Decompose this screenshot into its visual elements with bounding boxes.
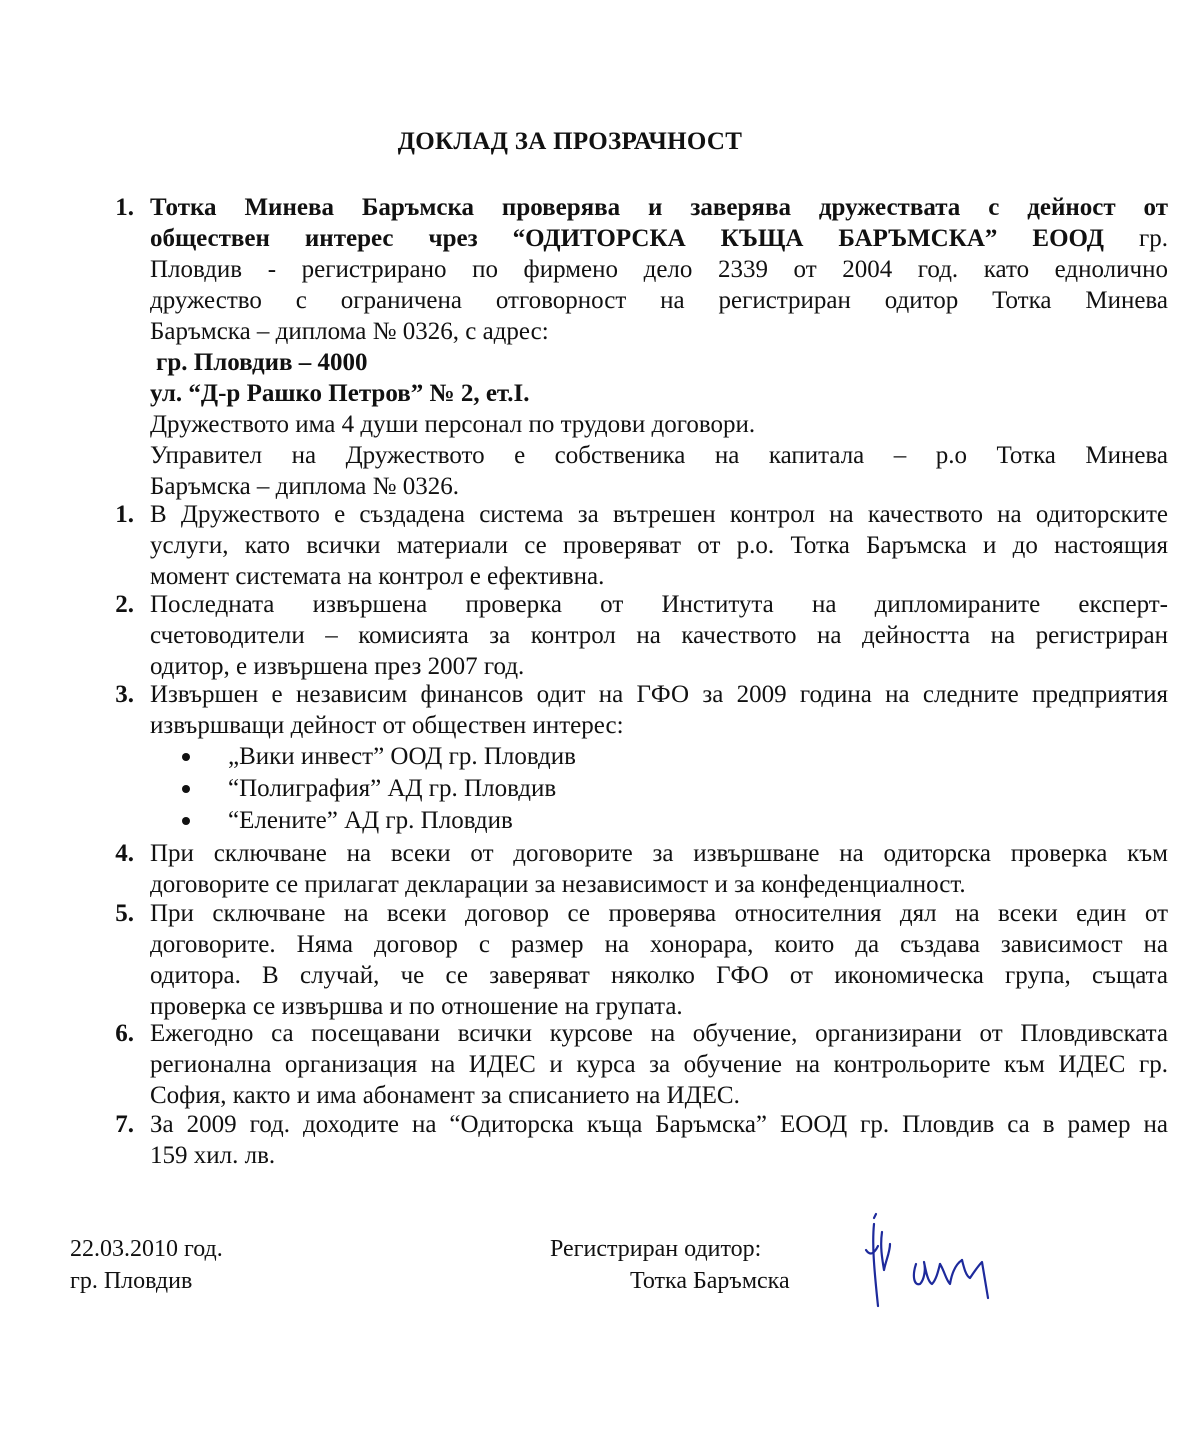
- item-line: Ежегодно са посещавани всички курсове на обучение, организирани от Пловдивската: [150, 1020, 1168, 1047]
- bullet-icon: [182, 785, 190, 793]
- item-line: услуги, като всички материали се проверяват от р.о. Тотка Баръмска и до настоящия: [150, 532, 1168, 559]
- manager-line: Управител на Дружеството е собственика на капитала – р.о Тотка Минева: [150, 442, 1168, 469]
- intro-bold-line-2: [150, 223, 1168, 254]
- item-line: Извършен е независим финансов одит на ГФО за 2009 година на следните предприятия: [150, 681, 1168, 708]
- item-line: При сключване на всеки договор се проверява относителния дял на всеки един от: [150, 900, 1168, 927]
- list-item: [108, 1018, 1168, 1111]
- item-line: одитор, е извършена през 2007 год.: [150, 653, 525, 680]
- document-title: ДОКЛАД ЗА ПРОЗРАЧНОСТ: [397, 128, 743, 155]
- list-item: [108, 679, 1168, 741]
- intro-item: [108, 192, 1168, 502]
- report-date: 22.03.2010 год.: [70, 1236, 223, 1262]
- list-item: [108, 838, 1168, 900]
- item-number: 5.: [115, 900, 134, 927]
- list-item: [108, 1109, 1168, 1171]
- item-line: 159 хил. лв.: [150, 1142, 276, 1169]
- bullet-text: “Полиграфия” АД гр. Пловдив: [228, 775, 557, 802]
- address-city: гр. Пловдив – 4000: [156, 349, 368, 376]
- intro-text-line: Баръмска – диплома № 0326, с адрес:: [150, 318, 549, 345]
- item-line: При сключване на всеки от договорите за извършване на одиторска проверка към: [150, 840, 1168, 867]
- intro-bold-line: Тотка Минева Баръмска проверява и заверява дружествата с дейност от: [150, 194, 1168, 221]
- bullet-text: “Елените” АД гр. Пловдив: [228, 807, 513, 834]
- item-number: 2.: [115, 591, 134, 618]
- item-number: 7.: [115, 1111, 134, 1138]
- bullet-text: „Вики инвест” ООД гр. Пловдив: [228, 743, 576, 770]
- item-line: София, както и има абонамент за списанието на ИДЕС.: [150, 1082, 740, 1109]
- item-line: момент системата на контрол е ефективна.: [150, 563, 605, 590]
- item-line: договорите се прилагат декларации за независимост и за конфеденциалност.: [150, 871, 966, 898]
- item-number: 1.: [115, 501, 134, 528]
- address-street: ул. “Д-р Рашко Петров” № 2, ет.I.: [150, 380, 530, 407]
- item-number: 3.: [115, 681, 134, 708]
- signer-name: Тотка Баръмска: [630, 1268, 790, 1294]
- item-line: проверка се извършва и по отношение на групата.: [150, 993, 683, 1020]
- item-line: извършващи дейност от обществен интерес:: [150, 712, 624, 739]
- report-place: гр. Пловдив: [70, 1268, 193, 1294]
- list-item: [108, 589, 1168, 682]
- bullet-icon: [182, 817, 190, 825]
- bullet-icon: [182, 753, 190, 761]
- manager-line: Баръмска – диплома № 0326.: [150, 473, 459, 500]
- signature-strokes: [866, 1214, 988, 1306]
- item-number: 1.: [115, 194, 134, 221]
- item-line: счетоводители – комисията за контрол на качеството на дейността на регистриран: [150, 622, 1168, 649]
- item-line: За 2009 год. доходите на “Одиторска къща Баръмска” ЕООД гр. Пловдив са в рамер на: [150, 1111, 1168, 1138]
- item-line: В Дружеството е създадена система за вътрешен контрол на качеството на одиторските: [150, 501, 1168, 528]
- intro-text-line: Пловдив - регистрирано по фирмено дело 2339 от 2004 год. като едноличнo: [150, 256, 1168, 283]
- item-line: одитора. В случай, че се заверяват няколко ГФО от икономическа група, същата: [150, 962, 1168, 989]
- signature-icon: [860, 1210, 1010, 1320]
- company-name: обществен интерес чрез “ОДИТОРСКА КЪЩА БАРЪМСКА” ЕООД: [150, 225, 1104, 252]
- staff-line: Дружеството има 4 души персонал по трудови договори.: [150, 411, 756, 438]
- item-line: Последната извършена проверка от Института на дипломираните експерт-: [150, 591, 1168, 618]
- list-item: [108, 499, 1168, 592]
- item-number: 4.: [115, 840, 134, 867]
- signer-role: Регистриран одитор:: [550, 1236, 762, 1262]
- intro-text-line: дружество с ограничена отговорност на регистриран одитор Тотка Минева: [150, 287, 1168, 314]
- item-line: договорите. Няма договор с размер на хонорара, които да създава зависимост на: [150, 931, 1168, 958]
- list-item: [108, 898, 1168, 1022]
- intro-bold-suffix: гр.: [1103, 225, 1168, 252]
- item-line: регионална организация на ИДЕС и курса за обучение на контрольорите към ИДЕС гр.: [150, 1051, 1168, 1078]
- item-number: 6.: [115, 1020, 134, 1047]
